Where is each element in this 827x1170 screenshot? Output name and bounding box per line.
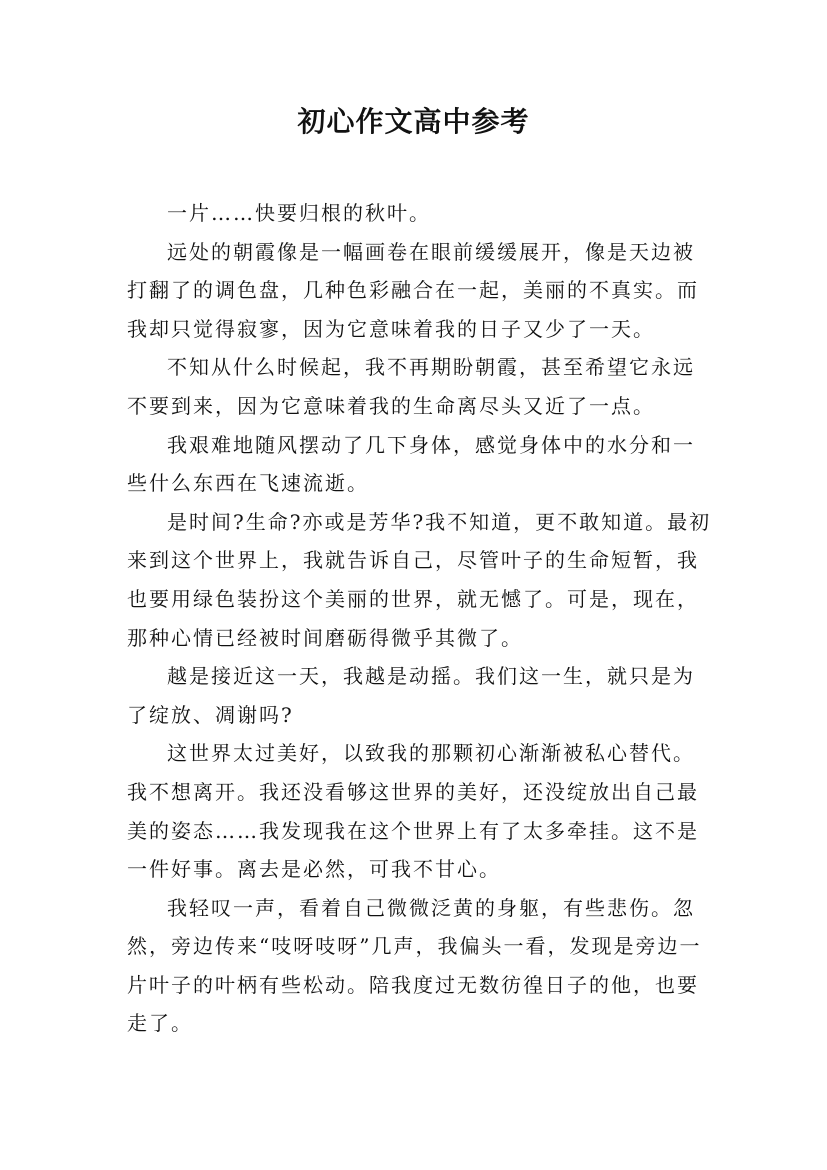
document-title: 初心作文高中参考 bbox=[297, 105, 530, 138]
paragraph: 越是接近这一天，我越是动摇。我们这一生，就只是为了绽放、凋谢吗? bbox=[127, 664, 695, 727]
paragraph: 我艰难地随风摆动了几下身体，感觉身体中的水分和一些什么东西在飞速流逝。 bbox=[127, 432, 695, 496]
document-body bbox=[127, 194, 712, 1043]
paragraph: 这世界太过美好，以致我的那颗初心渐渐被私心替代。我不想离开。我还没看够这世界的美好，还没绽放出自己最美的姿态……我发现我在这个世界上有了太多牵挂。这不是一件好事。离去是必然，可我不甘心。 bbox=[127, 741, 699, 882]
paragraph: 是时间?生命?亦或是芳华?我不知道，更不敢知道。最初来到这个世界上，我就告诉自己，尽管叶子的生命短暂，我也要用绿色装扮这个美丽的世界，就无憾了。可是，现在，那种心情已经被时间磨砺得微乎其微了。 bbox=[127, 509, 712, 650]
paragraph: 远处的朝霞像是一幅画卷在眼前缓缓展开，像是天边被打翻了的调色盘，几种色彩融合在一起，美丽的不真实。而我却只觉得寂寥，因为它意味着我的日子又少了一天。 bbox=[127, 239, 699, 341]
paragraph: 一片……快要归根的秋叶。 bbox=[167, 201, 431, 225]
paragraph: 不知从什么时候起，我不再期盼朝霞，甚至希望它永远不要到来，因为它意味着我的生命离尽头又近了一点。 bbox=[127, 355, 695, 418]
paragraph: 我轻叹一声，看着自己微微泛黄的身躯，有些悲伤。忽然，旁边传来“吱呀吱呀”几声，我偏头一看，发现是旁边一片叶子的叶柄有些松动。陪我度过无数彷徨日子的他，也要走了。 bbox=[127, 895, 702, 1036]
